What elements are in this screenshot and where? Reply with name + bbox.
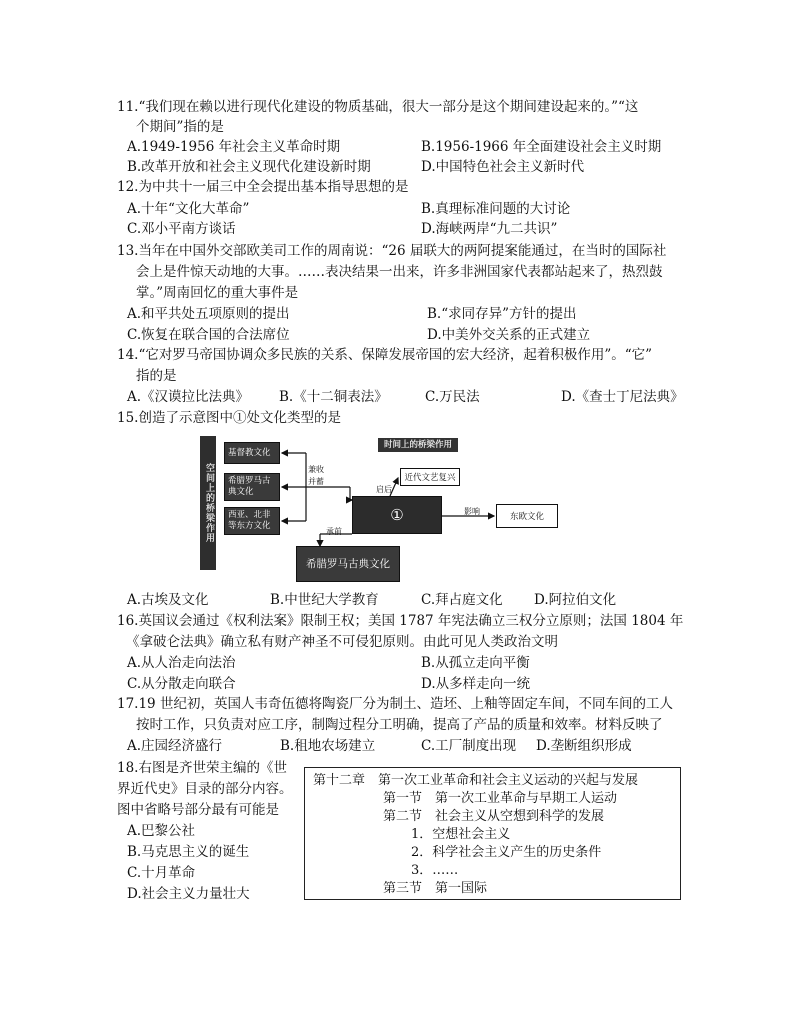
q16-option-b: B.从孤立走向平衡 xyxy=(421,655,530,671)
q12-option-c: C.邓小平南方谈话 xyxy=(127,221,236,237)
q15-option-a: A.古埃及文化 xyxy=(127,592,209,608)
q17-option-d: D.垄断组织形成 xyxy=(536,738,632,754)
q12-option-a: A.十年“文化大革命” xyxy=(127,201,250,217)
q13-stem-line3: 掌。”周南回忆的重大事件是 xyxy=(136,285,299,301)
table-of-contents-box xyxy=(304,767,681,900)
diagram-temporal-title: 时间上的桥梁作用 xyxy=(378,438,458,452)
q11-stem-line2: 个期间”指的是 xyxy=(136,119,224,135)
q16-option-c: C.从分散走向联合 xyxy=(127,676,236,692)
q18-option-c: C.十月革命 xyxy=(127,865,196,881)
q18-option-b: B.马克思主义的诞生 xyxy=(127,844,250,860)
q12-option-d: D.海峡两岸“九二共识” xyxy=(421,221,558,237)
q17-stem-line1: 17.19 世纪初，英国人韦奇伍德将陶瓷厂分为制土、造坯、上釉等固定车间，不同车间的工人 xyxy=(117,696,673,712)
diagram-label-inherit: 承前 xyxy=(326,527,342,536)
q17-option-b: B.租地农场建立 xyxy=(280,738,376,754)
diagram-renaissance-box: 近代文艺复兴 xyxy=(400,468,460,486)
diagram-east-europe-box: 东欧文化 xyxy=(496,504,558,528)
q17-option-c: C.工厂制度出现 xyxy=(421,738,517,754)
q17-option-a: A.庄园经济盛行 xyxy=(127,738,223,754)
q13-option-a: A.和平共处五项原则的提出 xyxy=(127,306,290,322)
q13-stem-line2: 会上是件惊天动地的大事。……表决结果一出来，许多非洲国家代表都站起来了，热烈鼓 xyxy=(136,264,663,280)
q16-stem-line1: 16.英国议会通过《权利法案》限制王权；美国 1787 年宪法确立三权分立原则；法国 1804 年 xyxy=(117,613,684,629)
diagram-label-absorb2: 并蓄 xyxy=(308,477,324,486)
diagram-label-absorb: 兼收 xyxy=(308,465,324,474)
q18-option-a: A.巴黎公社 xyxy=(127,823,196,839)
toc-chapter: 第十二章 第一次工业革命和社会主义运动的兴起与发展 xyxy=(313,773,639,788)
q16-option-d: D.从多样走向一统 xyxy=(421,676,531,692)
diagram-center-box: ① xyxy=(352,496,442,534)
diagram-box-eastern: 西亚、北非等东方文化 xyxy=(224,507,280,535)
toc-section-3: 第三节 第一国际 xyxy=(383,881,488,896)
q13-option-b: B.“求同存异”方针的提出 xyxy=(427,306,577,322)
q14-stem-line2: 指的是 xyxy=(136,368,177,384)
toc-item-2: 2．科学社会主义产生的历史条件 xyxy=(411,845,602,860)
q12-option-b: B.真理标准问题的大讨论 xyxy=(421,201,571,217)
q11-option-b: B.1956-1966 年全面建设社会主义时期 xyxy=(421,139,662,155)
toc-section-1: 第一节 第一次工业革命与早期工人运动 xyxy=(383,791,618,806)
q15-option-b: B.中世纪大学教育 xyxy=(270,592,379,608)
q18-stem-line1: 18.右图是齐世荣主编的《世 xyxy=(117,760,287,776)
q13-option-d: D.中美外交关系的正式建立 xyxy=(427,327,591,343)
q15-option-d: D.阿拉伯文化 xyxy=(534,592,617,608)
q14-option-c: C.万民法 xyxy=(425,389,480,405)
diagram-classic-box: 希腊罗马古典文化 xyxy=(296,546,400,582)
toc-item-3: 3．…… xyxy=(411,863,459,878)
q18-option-d: D.社会主义力量壮大 xyxy=(127,886,250,902)
q17-stem-line2: 按时工作，只负责对应工序，制陶过程分工明确，提高了产品的质量和效率。材料反映了 xyxy=(136,717,663,733)
toc-section-2: 第二节 社会主义从空想到科学的发展 xyxy=(383,809,605,824)
diagram-box-christian: 基督教文化 xyxy=(224,442,280,464)
q11-option-a: A.1949-1956 年社会主义革命时期 xyxy=(127,139,341,155)
q16-stem-line2: 《拿破仑法典》确立私有财产神圣不可侵犯原则。由此可见人类政治文明 xyxy=(126,634,558,650)
diagram-label-influence: 影响 xyxy=(464,507,480,516)
q18-stem-line3: 图中省略号部分最有可能是 xyxy=(117,802,279,818)
q13-option-c: C.恢复在联合国的合法席位 xyxy=(127,327,290,343)
q13-stem-line1: 13.当年在中国外交部欧美司工作的周南说：“26 届联大的两阿提案能通过，在当时的国际社 xyxy=(117,243,667,259)
q14-stem-line1: 14.“它对罗马帝国协调众多民族的关系、保障发展帝国的宏大经济，起着积极作用”。“它” xyxy=(117,347,653,363)
q15-stem: 15.创造了示意图中①处文化类型的是 xyxy=(117,410,341,426)
q14-option-d: D.《查士丁尼法典》 xyxy=(561,389,684,405)
q11-option-d: D.中国特色社会主义新时代 xyxy=(421,159,585,175)
q14-option-b: B.《十二铜表法》 xyxy=(279,389,388,405)
diagram-spatial-title: 空间上的桥梁作用 xyxy=(200,436,216,570)
q15-option-c: C.拜占庭文化 xyxy=(421,592,503,608)
q18-stem-line2: 界近代史》目录的部分内容。 xyxy=(117,781,293,797)
culture-diagram xyxy=(200,436,580,586)
q11-option-c: B.改革开放和社会主义现代化建设新时期 xyxy=(127,159,371,175)
q14-option-a: A.《汉谟拉比法典》 xyxy=(127,389,250,405)
diagram-box-greco-roman: 希腊罗马古典文化 xyxy=(224,473,280,501)
toc-item-1: 1．空想社会主义 xyxy=(411,827,511,842)
q11-stem-line1: 11.“我们现在赖以进行现代化建设的物质基础，很大一部分是这个期间建设起来的。”“这 xyxy=(117,99,639,115)
q16-option-a: A.从人治走向法治 xyxy=(127,655,236,671)
q12-stem: 12.为中共十一届三中全会提出基本指导思想的是 xyxy=(117,179,409,195)
diagram-label-inspire: 启后 xyxy=(376,485,392,494)
